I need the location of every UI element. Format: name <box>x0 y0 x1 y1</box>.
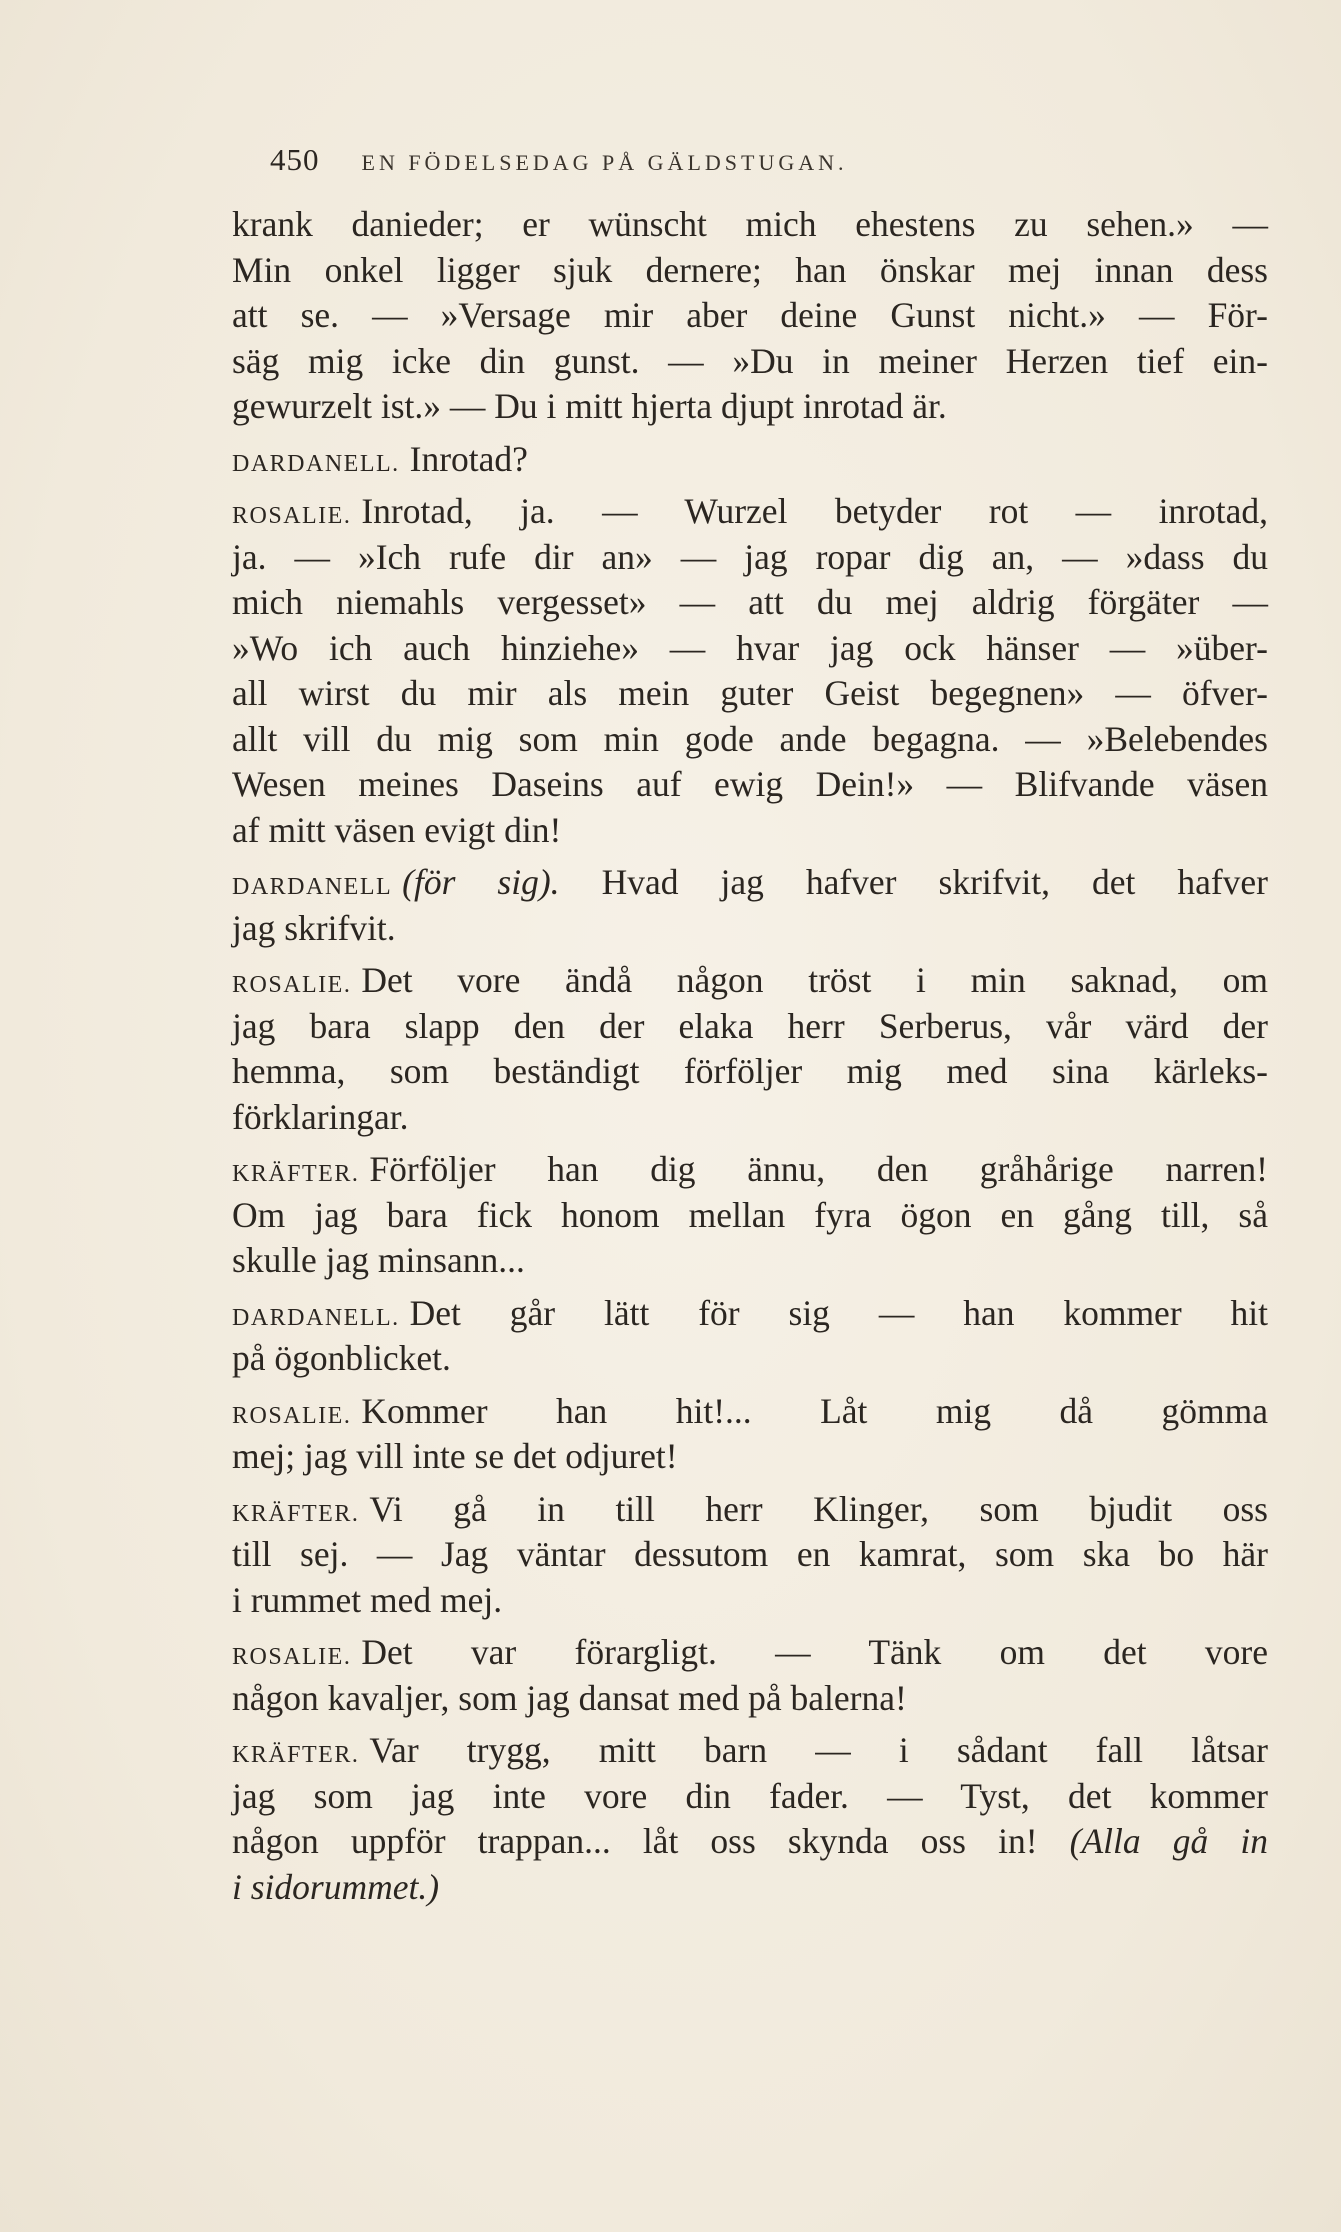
text-line <box>232 1630 1268 1676</box>
text-line <box>232 1147 1268 1193</box>
text-line <box>232 489 1268 535</box>
speech-dardanell <box>232 437 1268 483</box>
text-line: jag bara slapp den der elaka herr Serberus, vår värd der <box>232 1005 1268 1046</box>
page-body <box>232 202 1268 1910</box>
speech-dardanell <box>232 860 1268 951</box>
text-line: Min onkel ligger sjuk dernere; han önskar mej innan dess <box>232 249 1268 290</box>
text-line: skulle jag minsann... <box>232 1240 525 1280</box>
speech-text: Det går lätt för sig — han kommer hit <box>409 1292 1268 1333</box>
speech-text: Kommer han hit!... Låt mig då gömma <box>361 1390 1268 1431</box>
stage-direction: (för sig). <box>402 862 560 902</box>
text-line <box>232 437 1268 483</box>
text-line: ja. — »Ich rufe dir an» — jag ropar dig an, — »dass du <box>232 536 1268 577</box>
text-line: »Wo ich auch hinziehe» — hvar jag ock hänser — »über- <box>232 627 1268 668</box>
speech-text: Var trygg, mitt barn — i sådant fall låtsar <box>369 1730 1268 1770</box>
text-line <box>232 1865 1268 1911</box>
text-line: någon kavaljer, som jag dansat med på balerna! <box>232 1677 907 1718</box>
text-line: jag skrifvit. <box>232 907 396 948</box>
speech-text: Inrotad? <box>409 438 528 479</box>
text-line: att se. — »Versage mir aber deine Gunst nicht.» — För- <box>232 295 1268 335</box>
running-title: EN FÖDELSEDAG PÅ GÄLDSTUGAN. <box>361 150 848 175</box>
text-line: mej; jag vill inte se det odjuret! <box>232 1436 678 1476</box>
speech-text: Vi gå in till herr Klinger, som bjudit oss <box>369 1488 1268 1529</box>
speech-text: Inrotad, ja. — Wurzel betyder rot — inrotad, <box>361 491 1268 531</box>
text-line: Om jag bara fick honom mellan fyra ögon en gång till, så <box>232 1194 1268 1235</box>
speech-krafter <box>232 1728 1268 1910</box>
speaker-name: DARDANELL <box>232 874 393 900</box>
text-line: gewurzelt ist.» — Du i mitt hjerta djupt inrotad är. <box>232 386 947 426</box>
text-line: hemma, som beständigt förföljer mig med sina kärleks- <box>232 1051 1268 1091</box>
text-line <box>232 1487 1268 1533</box>
text-line: mich niemahls vergesset» — att du mej aldrig förgäter — <box>232 582 1268 622</box>
stage-direction: i sidorummet.) <box>232 1866 440 1907</box>
speaker-name: ROSALIE. <box>232 972 352 998</box>
speech-text: Det var förargligt. — Tänk om det vore <box>361 1632 1268 1672</box>
text-line <box>232 1728 1268 1774</box>
text-line: jag som jag inte vore din fader. — Tyst, det kommer <box>232 1775 1268 1816</box>
speaker-name: KRÄFTER. <box>232 1742 360 1768</box>
text-line <box>232 1291 1268 1337</box>
text-line: allt vill du mig som min gode ande begagna. — »Belebendes <box>232 718 1268 759</box>
speech-dardanell <box>232 1291 1268 1382</box>
text-line: all wirst du mir als mein guter Geist begegnen» — öfver- <box>232 673 1268 713</box>
text-line <box>232 1819 1268 1865</box>
page-header <box>270 142 1055 178</box>
speaker-name: ROSALIE. <box>232 503 352 529</box>
speaker-name: KRÄFTER. <box>232 1500 360 1527</box>
speech-krafter <box>232 1487 1268 1624</box>
speaker-name: DARDANELL. <box>232 450 400 477</box>
speaker-name: KRÄFTER. <box>232 1161 360 1187</box>
text-line: af mitt väsen evigt din! <box>232 809 562 850</box>
text-line <box>232 958 1268 1004</box>
speech-rosalie <box>232 1389 1268 1480</box>
stage-direction: (Alla gå in <box>1069 1821 1268 1861</box>
text-line: i rummet med mej. <box>232 1579 503 1620</box>
speech-rosalie <box>232 489 1268 853</box>
speaker-name: DARDANELL. <box>232 1304 400 1331</box>
speaker-name: ROSALIE. <box>232 1402 352 1429</box>
speech-text: Förföljer han dig ännu, den gråhårige narren! <box>369 1149 1268 1189</box>
speech-text: Hvad jag hafver skrifvit, det hafver <box>601 862 1268 902</box>
text-line: förklaringar. <box>232 1096 409 1137</box>
text-line: till sej. — Jag väntar dessutom en kamrat, som ska bo här <box>232 1534 1268 1574</box>
speech-text: Det vore ändå någon tröst i min saknad, om <box>361 960 1268 1000</box>
text-line: krank danieder; er wünscht mich ehestens zu sehen.» — <box>232 204 1268 244</box>
text-line: Wesen meines Daseins auf ewig Dein!» — Blifvande väsen <box>232 764 1268 804</box>
speech-rosalie <box>232 958 1268 1140</box>
text-line: på ögonblicket. <box>232 1338 451 1378</box>
text-line: säg mig icke din gunst. — »Du in meiner Herzen tief ein- <box>232 340 1268 381</box>
continuation-paragraph <box>232 202 1268 430</box>
text-line <box>232 860 1268 906</box>
text-line <box>232 1389 1268 1435</box>
page-number: 450 <box>270 142 320 177</box>
speech-krafter <box>232 1147 1268 1284</box>
speech-rosalie <box>232 1630 1268 1721</box>
speech-text: någon uppför trappan... låt oss skynda oss in! <box>232 1821 1038 1861</box>
speaker-name: ROSALIE. <box>232 1644 352 1670</box>
